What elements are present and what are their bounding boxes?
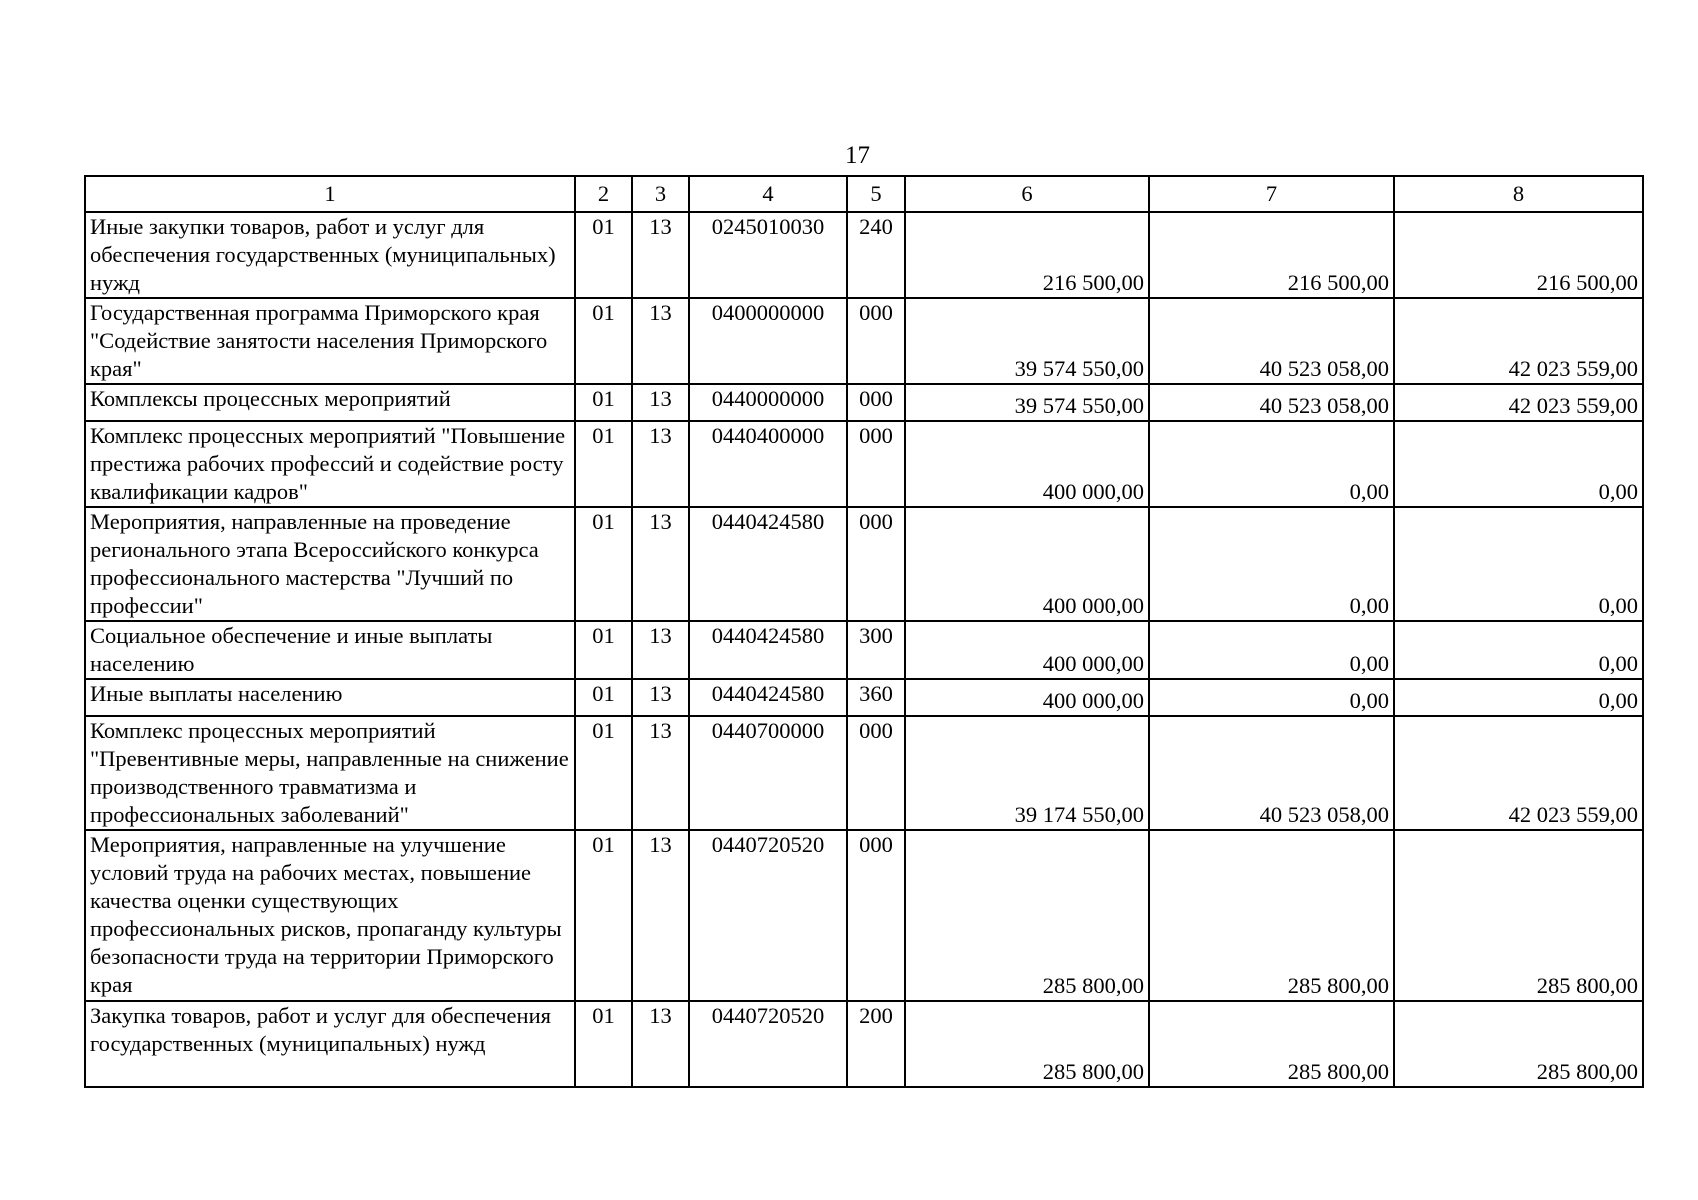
target-article-cell: 0440720520 bbox=[689, 830, 847, 1001]
table-row bbox=[85, 716, 1643, 830]
table-row bbox=[85, 621, 1643, 679]
row-name-cell: Иные закупки товаров, работ и услуг для обеспечения государственных (муниципальных) нужд bbox=[85, 212, 575, 298]
expense-type-cell: 000 bbox=[847, 384, 905, 421]
expense-type-cell: 360 bbox=[847, 679, 905, 716]
section-code-cell: 01 bbox=[575, 421, 632, 507]
amount-col6-cell: 285 800,00 bbox=[905, 830, 1149, 1001]
target-article-cell: 0440400000 bbox=[689, 421, 847, 507]
expense-type-cell: 000 bbox=[847, 716, 905, 830]
target-article-cell: 0440720520 bbox=[689, 1001, 847, 1087]
column-header: 7 bbox=[1149, 176, 1394, 212]
target-article-cell: 0245010030 bbox=[689, 212, 847, 298]
amount-col7-cell: 216 500,00 bbox=[1149, 212, 1394, 298]
row-name-cell: Комплекс процессных мероприятий "Повышение престижа рабочих профессий и содействие росту квалификации кадров" bbox=[85, 421, 575, 507]
section-code-cell: 01 bbox=[575, 621, 632, 679]
row-name-cell: Закупка товаров, работ и услуг для обеспечения государственных (муниципальных) нужд bbox=[85, 1001, 575, 1087]
amount-col6-cell: 400 000,00 bbox=[905, 507, 1149, 621]
section-code-cell: 01 bbox=[575, 507, 632, 621]
target-article-cell: 0400000000 bbox=[689, 298, 847, 384]
row-name-cell: Комплекс процессных мероприятий "Превентивные меры, направленные на снижение производственного травматизма и профессиональных заболеваний" bbox=[85, 716, 575, 830]
amount-col8-cell: 42 023 559,00 bbox=[1394, 298, 1643, 384]
amount-col8-cell: 285 800,00 bbox=[1394, 1001, 1643, 1087]
row-name-cell: Мероприятия, направленные на проведение регионального этапа Всероссийского конкурса профессионального мастерства "Лучший по профессии" bbox=[85, 507, 575, 621]
amount-col7-cell: 285 800,00 bbox=[1149, 830, 1394, 1001]
column-header: 8 bbox=[1394, 176, 1643, 212]
section-code-cell: 01 bbox=[575, 716, 632, 830]
section-code-cell: 01 bbox=[575, 679, 632, 716]
subsection-code-cell: 13 bbox=[632, 716, 689, 830]
section-code-cell: 01 bbox=[575, 298, 632, 384]
subsection-code-cell: 13 bbox=[632, 830, 689, 1001]
amount-col6-cell: 285 800,00 bbox=[905, 1001, 1149, 1087]
expense-type-cell: 240 bbox=[847, 212, 905, 298]
subsection-code-cell: 13 bbox=[632, 298, 689, 384]
amount-col7-cell: 0,00 bbox=[1149, 507, 1394, 621]
expense-type-cell: 000 bbox=[847, 507, 905, 621]
table-row bbox=[85, 830, 1643, 1001]
row-name-cell: Комплексы процессных мероприятий bbox=[85, 384, 575, 421]
budget-table bbox=[84, 175, 1644, 1088]
target-article-cell: 0440424580 bbox=[689, 621, 847, 679]
column-header: 3 bbox=[632, 176, 689, 212]
section-code-cell: 01 bbox=[575, 384, 632, 421]
amount-col7-cell: 40 523 058,00 bbox=[1149, 384, 1394, 421]
table-row bbox=[85, 679, 1643, 716]
amount-col8-cell: 42 023 559,00 bbox=[1394, 716, 1643, 830]
expense-type-cell: 300 bbox=[847, 621, 905, 679]
amount-col7-cell: 40 523 058,00 bbox=[1149, 716, 1394, 830]
table-row bbox=[85, 298, 1643, 384]
table-row bbox=[85, 212, 1643, 298]
table-header-row bbox=[85, 176, 1643, 212]
amount-col8-cell: 0,00 bbox=[1394, 507, 1643, 621]
column-header: 6 bbox=[905, 176, 1149, 212]
amount-col6-cell: 216 500,00 bbox=[905, 212, 1149, 298]
column-header: 1 bbox=[85, 176, 575, 212]
section-code-cell: 01 bbox=[575, 830, 632, 1001]
subsection-code-cell: 13 bbox=[632, 1001, 689, 1087]
column-header: 5 bbox=[847, 176, 905, 212]
amount-col6-cell: 400 000,00 bbox=[905, 421, 1149, 507]
amount-col6-cell: 400 000,00 bbox=[905, 621, 1149, 679]
section-code-cell: 01 bbox=[575, 1001, 632, 1087]
amount-col7-cell: 40 523 058,00 bbox=[1149, 298, 1394, 384]
row-name-cell: Государственная программа Приморского края "Содействие занятости населения Приморского края" bbox=[85, 298, 575, 384]
table-row bbox=[85, 421, 1643, 507]
expense-type-cell: 000 bbox=[847, 421, 905, 507]
amount-col7-cell: 0,00 bbox=[1149, 679, 1394, 716]
amount-col6-cell: 400 000,00 bbox=[905, 679, 1149, 716]
subsection-code-cell: 13 bbox=[632, 384, 689, 421]
page-number: 17 bbox=[845, 142, 870, 169]
row-name-cell: Мероприятия, направленные на улучшение условий труда на рабочих местах, повышение качества оценки существующих профессиональных рисков, пропаганду культуры безопасности труда на территории Приморского края bbox=[85, 830, 575, 1001]
amount-col8-cell: 0,00 bbox=[1394, 679, 1643, 716]
amount-col6-cell: 39 174 550,00 bbox=[905, 716, 1149, 830]
row-name-cell: Иные выплаты населению bbox=[85, 679, 575, 716]
amount-col8-cell: 216 500,00 bbox=[1394, 212, 1643, 298]
amount-col7-cell: 285 800,00 bbox=[1149, 1001, 1394, 1087]
amount-col8-cell: 285 800,00 bbox=[1394, 830, 1643, 1001]
amount-col8-cell: 0,00 bbox=[1394, 421, 1643, 507]
target-article-cell: 0440700000 bbox=[689, 716, 847, 830]
row-name-cell: Социальное обеспечение и иные выплаты населению bbox=[85, 621, 575, 679]
table-row bbox=[85, 507, 1643, 621]
amount-col8-cell: 42 023 559,00 bbox=[1394, 384, 1643, 421]
amount-col7-cell: 0,00 bbox=[1149, 421, 1394, 507]
column-header: 4 bbox=[689, 176, 847, 212]
target-article-cell: 0440000000 bbox=[689, 384, 847, 421]
subsection-code-cell: 13 bbox=[632, 212, 689, 298]
expense-type-cell: 200 bbox=[847, 1001, 905, 1087]
expense-type-cell: 000 bbox=[847, 830, 905, 1001]
section-code-cell: 01 bbox=[575, 212, 632, 298]
column-header: 2 bbox=[575, 176, 632, 212]
expense-type-cell: 000 bbox=[847, 298, 905, 384]
amount-col6-cell: 39 574 550,00 bbox=[905, 298, 1149, 384]
subsection-code-cell: 13 bbox=[632, 621, 689, 679]
amount-col6-cell: 39 574 550,00 bbox=[905, 384, 1149, 421]
target-article-cell: 0440424580 bbox=[689, 507, 847, 621]
table-row bbox=[85, 1001, 1643, 1087]
subsection-code-cell: 13 bbox=[632, 679, 689, 716]
subsection-code-cell: 13 bbox=[632, 507, 689, 621]
table-row bbox=[85, 384, 1643, 421]
subsection-code-cell: 13 bbox=[632, 421, 689, 507]
amount-col7-cell: 0,00 bbox=[1149, 621, 1394, 679]
amount-col8-cell: 0,00 bbox=[1394, 621, 1643, 679]
target-article-cell: 0440424580 bbox=[689, 679, 847, 716]
